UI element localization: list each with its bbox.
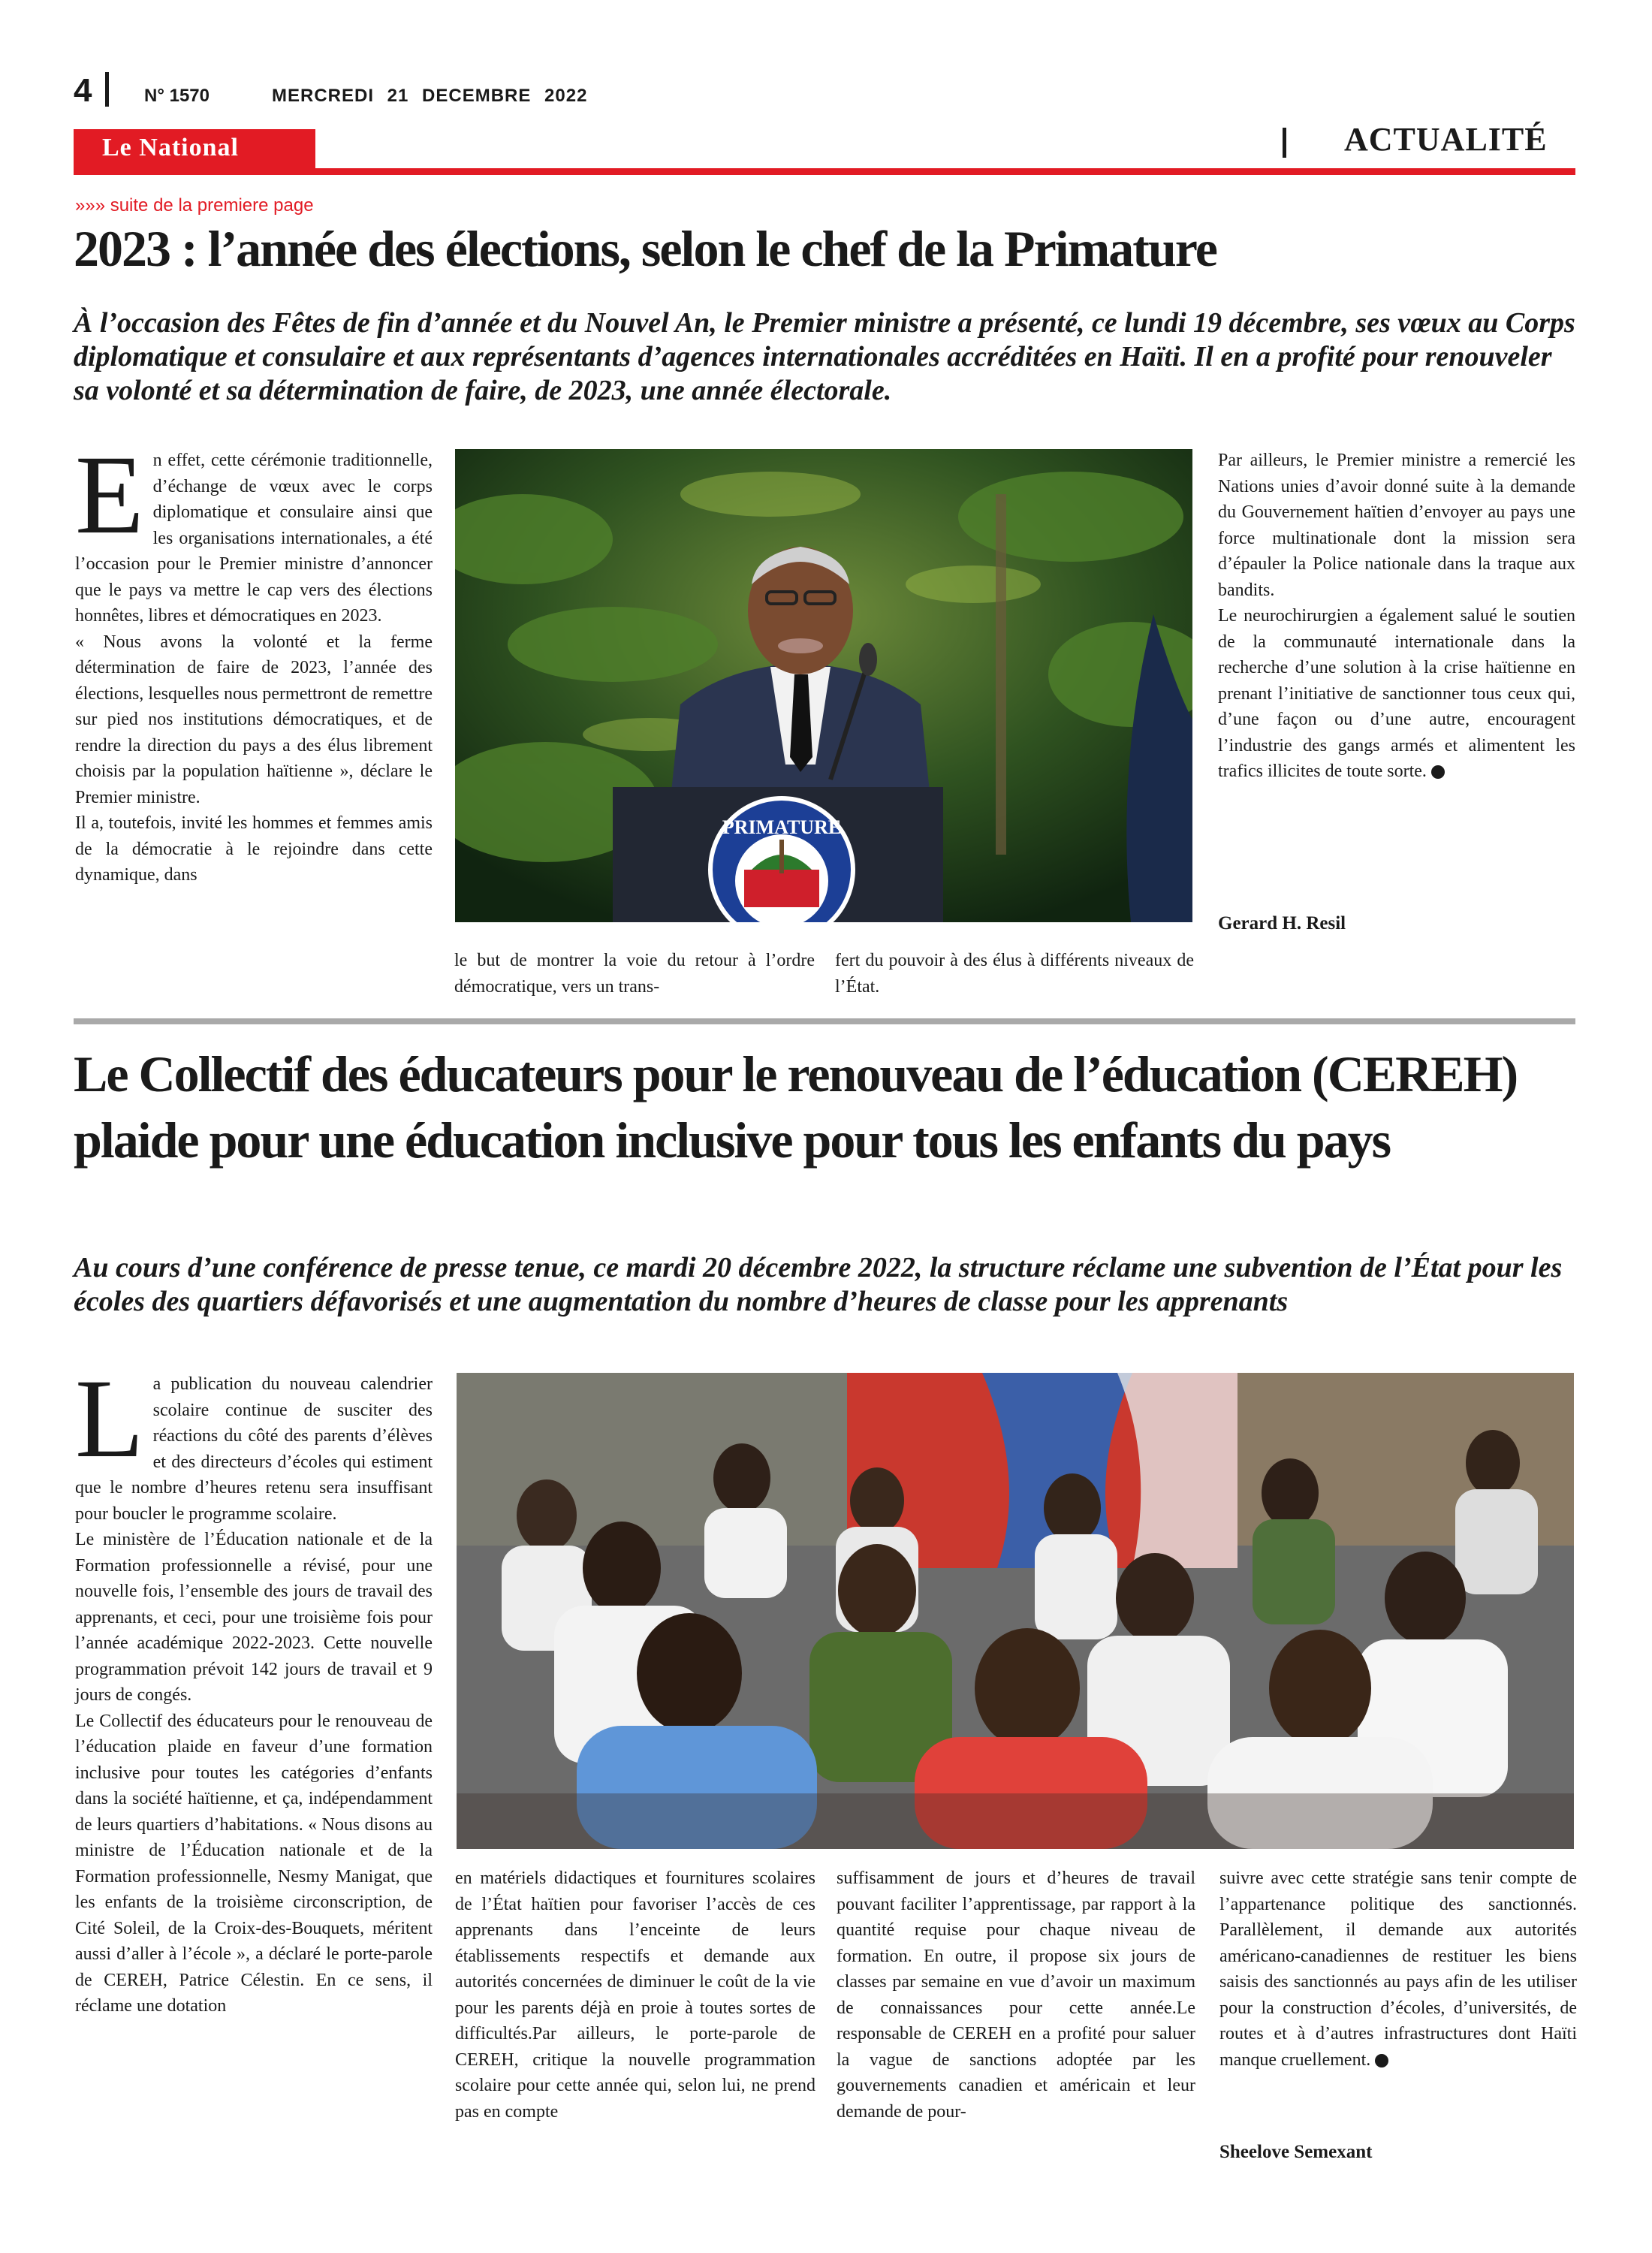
article1-paragraph: « Nous avons la volonté et la ferme détermination de faire de 2023, l’année des élections, lesquelles nous permettront de remettre sur pied nos institutions démocratiques, et de rendre la direction du pays a des élus librement choisis par la population haïtienne », déclare le Premier ministre. xyxy=(75,632,433,807)
article2-paragraph: en matériels didactiques et fournitures scolaires de l’État haïtien pour favoriser l’accès de ces apprenants dans l’enceinte de leurs établissements respectifs et demande aux autorités concernées de diminuer le coût de la vie pour les parents déjà en proie à toutes sortes de difficultés.Par ailleurs, le porte-parole de CEREH, critique la nouvelle programmation scolaire pour cette année qui, selon lui, ne prend pas en compte xyxy=(455,1868,815,2122)
article2-paragraph: suffisamment de jours et d’heures de travail pouvant faciliter l’apprentissage, par rapport à la quantité requise pour chaque niveau de formation. En outre, il propose six jours de classes par semaine en vue d’avoir un maximum de connaissances pour cette année.Le responsable de CEREH en a profité pour saluer la vague de sanctions adoptée par les gouvernements canadien et américain et leur demande de pour- xyxy=(837,1868,1195,2122)
section-divider xyxy=(1283,128,1286,158)
page-number: 4 xyxy=(74,72,92,109)
article2-paragraph: Le Collectif des éducateurs pour le renouveau de l’éducation plaide en faveur d’une formation inclusive pour toutes les catégories d’enfants dans la société haïtienne, et ça, indépendamment de leurs quartiers d’habitations. « Nous disons au ministre de l’Éducation nationale et de la Formation professionnelle, Nesmy Manigat, que les enfants de la troisième circonscription, de Cité Soleil, de la Croix-des-Bouquets, méritent aussi d’aller à l’école », a déclaré le porte-parole de CEREH, Patrice Célestin. En ce sens, il réclame une dotation xyxy=(75,1711,433,2016)
end-of-article-icon xyxy=(1375,2054,1388,2068)
section-title: ACTUALITÉ xyxy=(1344,121,1548,158)
article1-paragraph: Par ailleurs, le Premier ministre a remercié les Nations unies d’avoir donné suite à la demande du Gouvernement haïtien d’envoyer au pays une force multinationale dont la mission sera d’épauler la Police nationale dans la traque aux bandits. xyxy=(1218,451,1575,600)
article2-column-1 xyxy=(75,1356,433,2019)
prime-minister-illustration xyxy=(455,449,1192,922)
article1-column-1 xyxy=(75,448,433,1007)
article1-paragraph-text: Le neurochirurgien a également salué le soutien de la communauté internationale dans la recherche d’une solution à la crise haïtienne en prenant l’initiative de sanctionner tous ceux qui, d’une façon ou d’une autre, encouragent l’industrie des gangs armés et alimentent les trafics illicites de toute sorte. xyxy=(1218,606,1575,781)
article2-headline: Le Collectif des éducateurs pour le renouveau de l’éducation (CEREH) plaide pour une éducation inclusive pour tous les enfants du pays xyxy=(74,1045,1518,1169)
article2-column-4 xyxy=(1219,1865,1577,2073)
article1-headline: 2023 : l’année des élections, selon le chef de la Primature xyxy=(74,220,1216,277)
article2-paragraph-text: suivre avec cette stratégie sans tenir compte de l’appartenance politique des sanctionnés. Parallèlement, il demande aux autorités américano-canadiennes de restituer les biens saisis des sanctionnés au pays afin de les utiliser pour la construction d’écoles, d’universités, de routes et à d’autres infrastructures dont Haïti manque cruellement. xyxy=(1219,1868,1577,2070)
article1-paragraph: Il a, toutefois, invité les hommes et femmes amis de la démocratie à le rejoindre dans cette dynamique, dans xyxy=(75,813,433,885)
article-divider xyxy=(74,1018,1575,1024)
article1-byline: Gerard H. Resil xyxy=(1218,913,1346,933)
header-rule xyxy=(74,168,1575,175)
end-of-article-icon xyxy=(1431,765,1445,779)
press-conference-illustration xyxy=(457,1373,1574,1849)
article2-lead: Au cours d’une conférence de presse tenue, ce mardi 20 décembre 2022, la structure réclame une subvention de l’État pour les écoles des quartiers défavorisés et une augmentation du nombre d’heures de classe pour les apprenants xyxy=(74,1252,1563,1317)
article2-column-3 xyxy=(837,1865,1195,2125)
article2-drop-cap: L xyxy=(75,1356,144,1481)
prime-minister-photo xyxy=(455,449,1192,922)
article2-column-2 xyxy=(455,1865,815,2125)
continued-from-link[interactable]: »»» suite de la premiere page xyxy=(75,195,314,216)
podium-label: PRIMATURE xyxy=(722,816,842,838)
article1-paragraph: le but de montrer la voie du retour à l’ordre démocratique, vers un trans- xyxy=(454,951,815,997)
article2-paragraph xyxy=(1219,1865,1577,2073)
article1-column-3 xyxy=(835,948,1194,1000)
page-number-divider xyxy=(105,72,109,107)
article1-column-2 xyxy=(454,948,815,1000)
article1-column-4 xyxy=(1218,448,1575,785)
press-conference-photo xyxy=(457,1373,1574,1849)
article1-paragraph: n effet, cette cérémonie traditionnelle, d’échange de vœux avec le corps diplomatique et consulaire ainsi que les organisations internationales, a été l’occasion pour le Premier ministre d’annoncer que le pays va mettre le cap vers des élections honnêtes, libres et démocratiques en 2023. xyxy=(75,451,433,626)
issue-date: MERCREDI 21 DECEMBRE 2022 xyxy=(272,86,588,106)
article2-paragraph: a publication du nouveau calendrier scolaire continue de susciter des réactions du côté des parents d’élèves et des directeurs d’écoles qui estiment que le nombre d’heures retenu sera insuffisant pour boucler le programme scolaire. xyxy=(75,1374,433,1524)
brand-name: Le National xyxy=(102,134,239,161)
issue-number: N° 1570 xyxy=(144,86,210,106)
article2-paragraph: Le ministère de l’Éducation nationale et de la Formation professionnelle a révisé, pour une nouvelle fois, l’ensemble des jours de travail des apprenants, et ceci, pour une troisième fois pour l’année académique 2022-2023. Cette nouvelle programmation prévoit 142 jours de travail et 9 jours de congés. xyxy=(75,1530,433,1705)
article1-drop-cap: E xyxy=(75,448,144,557)
article1-lead: À l’occasion des Fêtes de fin d’année et du Nouvel An, le Premier ministre a présenté, ce lundi 19 décembre, ses vœux au Corps diplomatique et consulaire et aux représentants d’agences internationales accréditées en Haïti. Il en a profité pour renouveler sa volonté et sa détermination de faire, de 2023, une année électorale. xyxy=(74,307,1575,406)
article1-paragraph xyxy=(1218,603,1575,785)
article1-paragraph: fert du pouvoir à des élus à différents niveaux de l’État. xyxy=(835,951,1194,997)
article2-byline: Sheelove Semexant xyxy=(1219,2142,1373,2162)
